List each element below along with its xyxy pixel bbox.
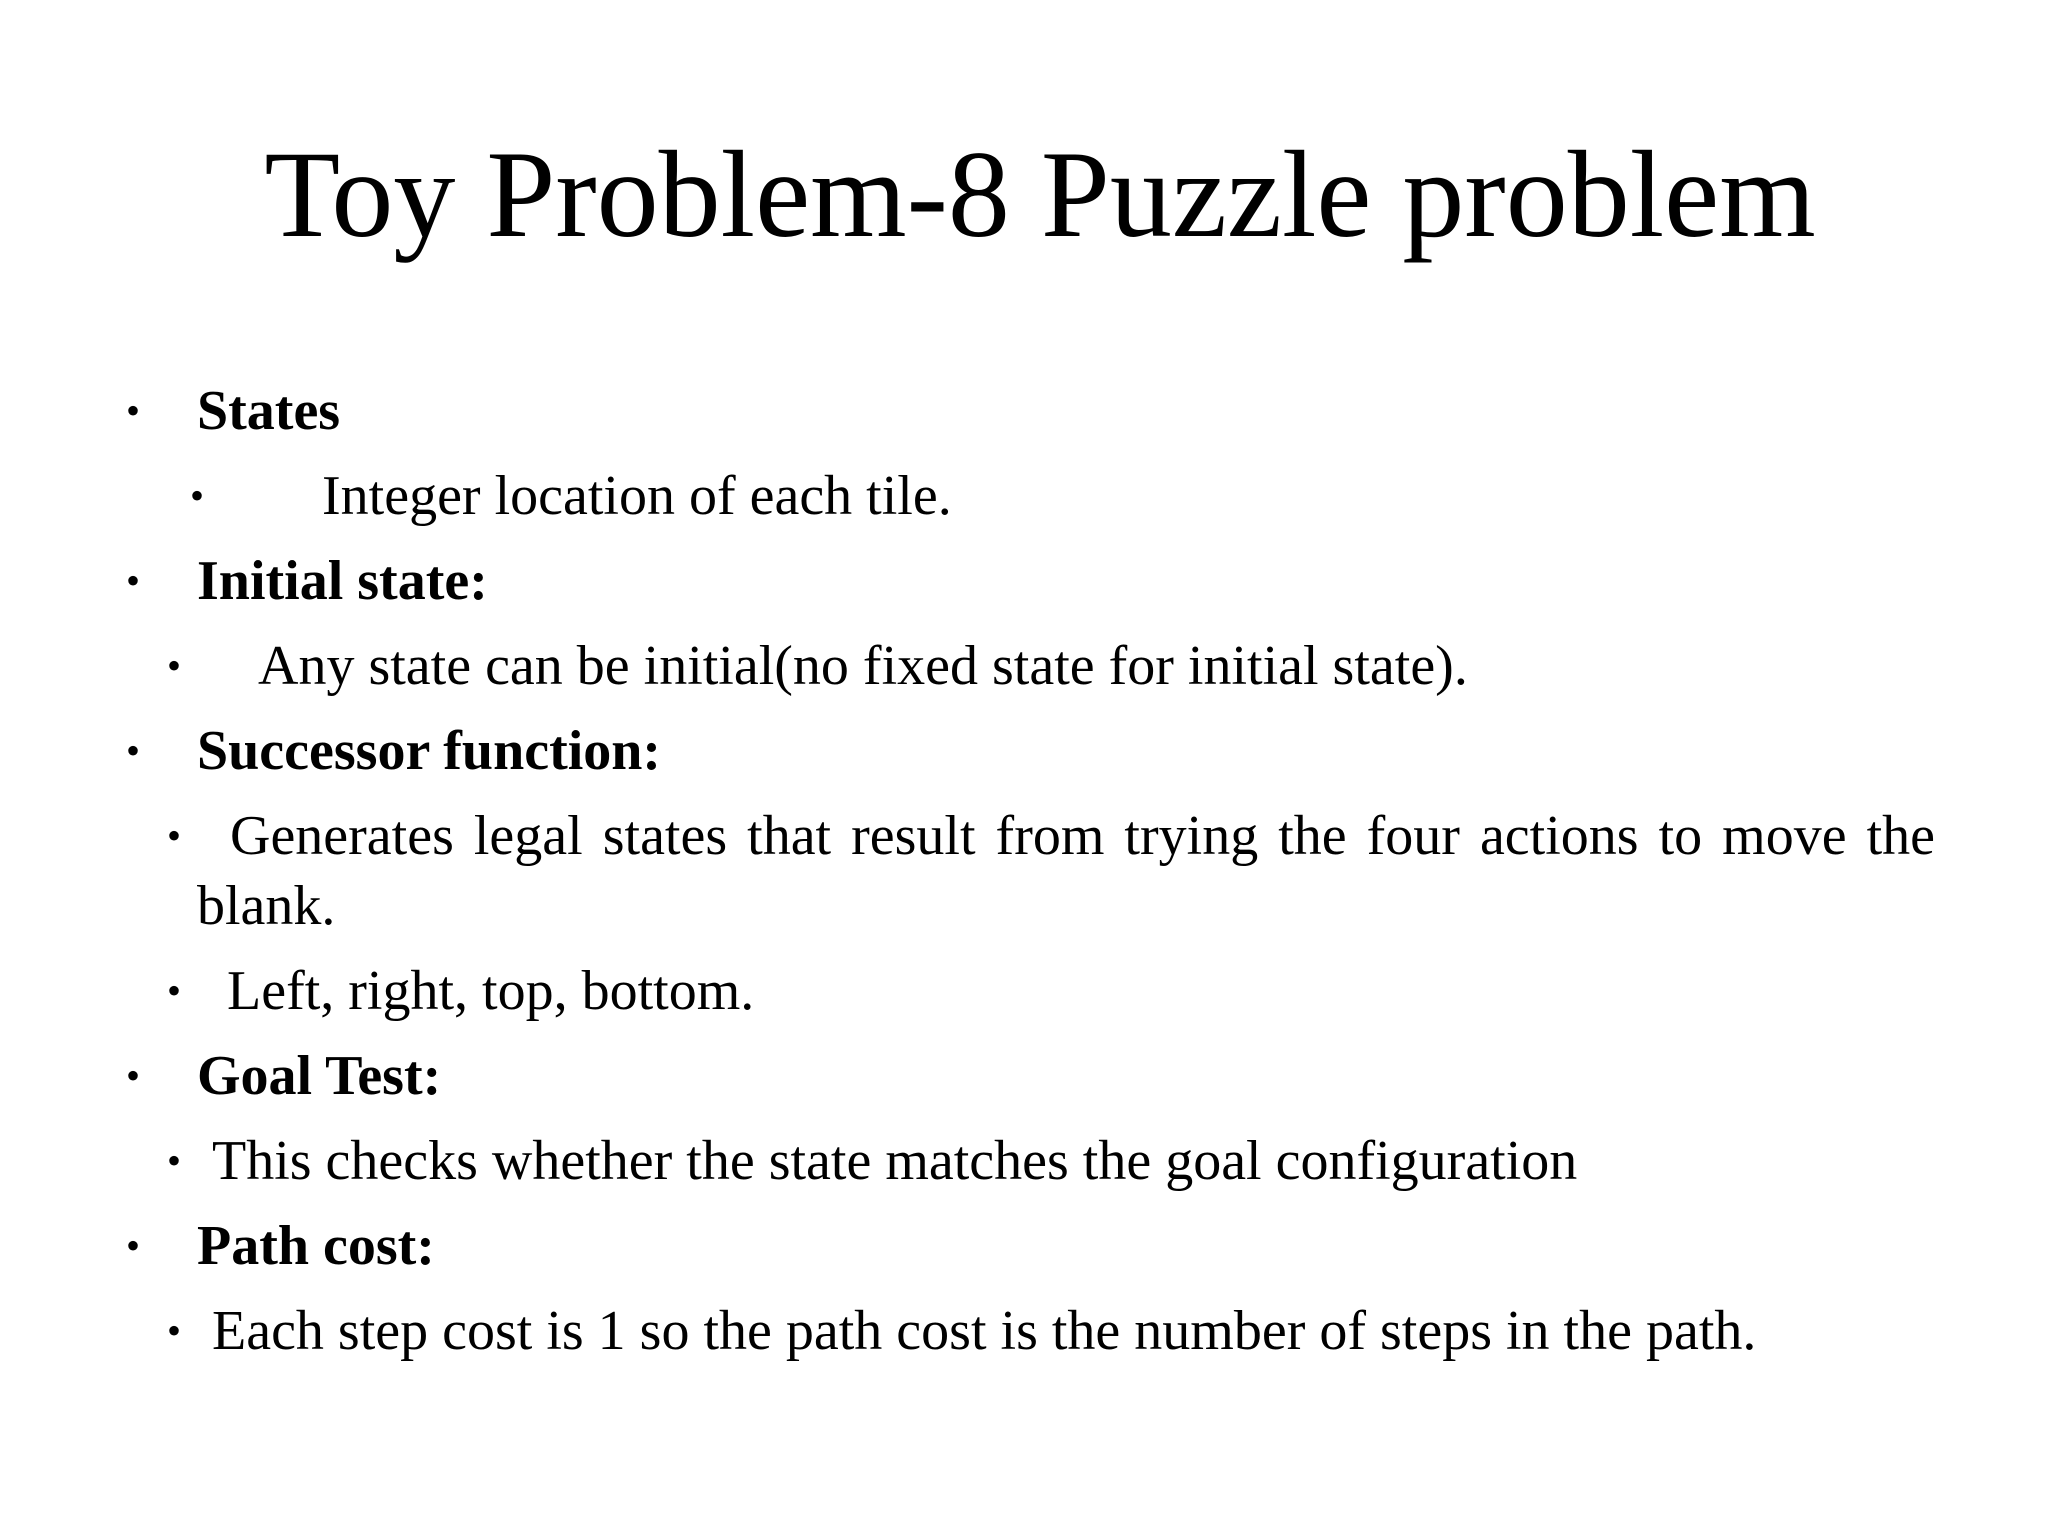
bullet-icon: • [126,1053,141,1098]
bullet-icon: • [167,813,182,858]
bullet-icon: • [167,968,182,1013]
initial-state-detail: Any state can be initial(no fixed state for initial state). [258,635,1468,697]
heading-initial-state: Initial state: [197,550,488,612]
heading-states: States [197,380,341,442]
successor-function-detail: Generates legal states that result from trying the four actions to move the blank. [197,805,1935,937]
goal-test-detail: This checks whether the state matches the goal configuration [212,1130,1578,1192]
bullet-icon: • [167,1308,182,1353]
heading-path-cost: Path cost: [197,1215,435,1277]
bullet-icon: • [167,643,182,688]
bullet-icon: • [126,388,141,433]
bullet-icon: • [126,1223,141,1268]
heading-goal-test: Goal Test: [197,1045,442,1107]
bullet-icon: • [126,728,141,773]
path-cost-detail: Each step cost is 1 so the path cost is the number of steps in the path. [212,1300,1757,1362]
states-detail: Integer location of each tile. [322,465,952,527]
bullet-icon: • [190,473,205,518]
successor-actions: Left, right, top, bottom. [227,960,755,1022]
bullet-icon: • [126,558,141,603]
slide-title: Toy Problem-8 Puzzle problem [264,126,1816,263]
bullet-icon: • [167,1138,182,1183]
heading-successor-function: Successor function: [197,720,662,782]
